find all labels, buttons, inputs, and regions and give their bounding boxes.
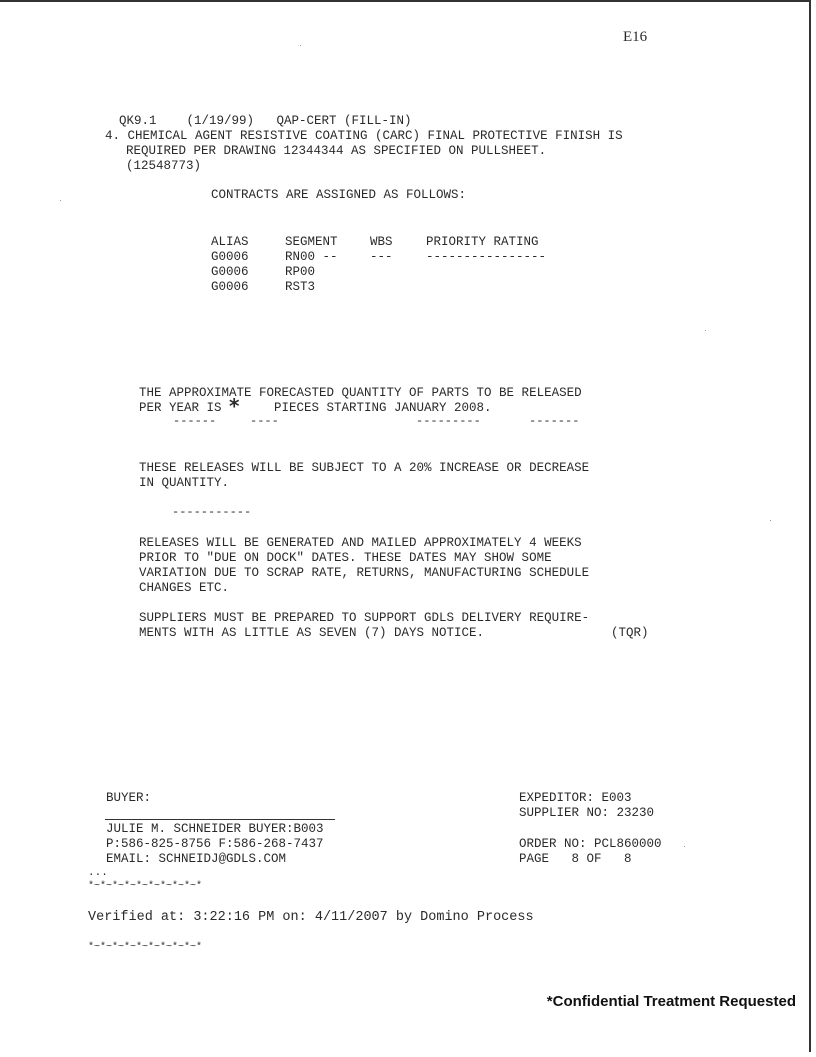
supplier-no: SUPPLIER NO: 23230 <box>519 806 655 820</box>
buyer-name: JULIE M. SCHNEIDER BUYER:B003 <box>106 822 324 836</box>
row-3-segment: RST3 <box>285 280 316 294</box>
scan-speck <box>770 520 771 521</box>
row-1-priority: ---------------- <box>426 250 547 264</box>
suppliers-line-1: SUPPLIERS MUST BE PREPARED TO SUPPORT GDLS DELIVERY REQUIRE- <box>139 611 590 625</box>
row-2-alias: G0006 <box>211 265 249 279</box>
confidential-notice: *Confidential Treatment Requested <box>546 993 796 1010</box>
scan-speck <box>60 200 61 201</box>
forecast-underline-1: ------ <box>173 414 217 428</box>
releases-line-1: RELEASES WILL BE GENERATED AND MAILED APPROXIMATELY 4 WEEKS <box>139 536 582 550</box>
row-2-segment: RP00 <box>285 265 316 279</box>
item-4-line-1: 4. CHEMICAL AGENT RESISTIVE COATING (CARC) FINAL PROTECTIVE FINISH IS <box>105 129 623 143</box>
scan-speck <box>684 846 685 847</box>
releases-line-3: VARIATION DUE TO SCRAP RATE, RETURNS, MANUFACTURING SCHEDULE <box>139 566 590 580</box>
variance-line-1: THESE RELEASES WILL BE SUBJECT TO A 20% INCREASE OR DECREASE <box>139 461 590 475</box>
row-1-wbs: --- <box>370 250 393 264</box>
col-header-wbs: WBS <box>370 235 393 249</box>
stars-top: *~*~*~*~*~*~*~*~*~* <box>88 881 203 892</box>
contracts-intro: CONTRACTS ARE ASSIGNED AS FOLLOWS: <box>211 188 467 202</box>
redaction-asterisk: * <box>229 394 240 418</box>
order-no: ORDER NO: PCL860000 <box>519 837 662 851</box>
forecast-line-1: THE APPROXIMATE FORECASTED QUANTITY OF PARTS TO BE RELEASED <box>139 386 582 400</box>
ellipsis: ... <box>88 867 108 879</box>
row-1-segment: RN00 -- <box>285 250 338 264</box>
scan-speck <box>705 330 706 331</box>
row-1-alias: G0006 <box>211 250 249 264</box>
releases-line-2: PRIOR TO "DUE ON DOCK" DATES. THESE DATES MAY SHOW SOME <box>139 551 552 565</box>
page-id: E16 <box>623 29 648 45</box>
scan-speck <box>300 45 301 46</box>
col-header-segment: SEGMENT <box>285 235 338 249</box>
variance-underline: ----------- <box>172 505 252 519</box>
doc-code: QK9.1 (1/19/99) QAP-CERT (FILL-IN) <box>119 114 412 128</box>
tqr-tag: (TQR) <box>611 626 649 640</box>
forecast-line-2b: PIECES STARTING JANUARY 2008. <box>274 401 492 415</box>
item-4-line-2: REQUIRED PER DRAWING 12344344 AS SPECIFIED ON PULLSHEET. <box>126 144 547 158</box>
col-header-priority: PRIORITY RATING <box>426 235 539 249</box>
col-header-alias: ALIAS <box>211 235 249 249</box>
suppliers-line-2: MENTS WITH AS LITTLE AS SEVEN (7) DAYS NOTICE. <box>139 626 485 640</box>
verified-line: Verified at: 3:22:16 PM on: 4/11/2007 by Domino Process <box>88 910 534 925</box>
item-4-line-3: (12548773) <box>126 159 202 173</box>
releases-line-4: CHANGES ETC. <box>139 581 230 595</box>
buyer-phone: P:586-825-8756 F:586-268-7437 <box>106 837 324 851</box>
buyer-signature-line <box>105 819 335 820</box>
forecast-line-2a: PER YEAR IS <box>139 401 222 415</box>
forecast-underline-3: --------- <box>416 414 481 428</box>
buyer-label: BUYER: <box>106 791 152 805</box>
expeditor: EXPEDITOR: E003 <box>519 791 632 805</box>
stars-bottom: *~*~*~*~*~*~*~*~*~* <box>88 942 203 953</box>
page-count: PAGE 8 OF 8 <box>519 852 632 866</box>
buyer-email: EMAIL: SCHNEIDJ@GDLS.COM <box>106 852 287 866</box>
forecast-underline-4: ------- <box>529 414 580 428</box>
forecast-underline-2: ---- <box>250 414 279 428</box>
row-3-alias: G0006 <box>211 280 249 294</box>
variance-line-2: IN QUANTITY. <box>139 476 230 490</box>
